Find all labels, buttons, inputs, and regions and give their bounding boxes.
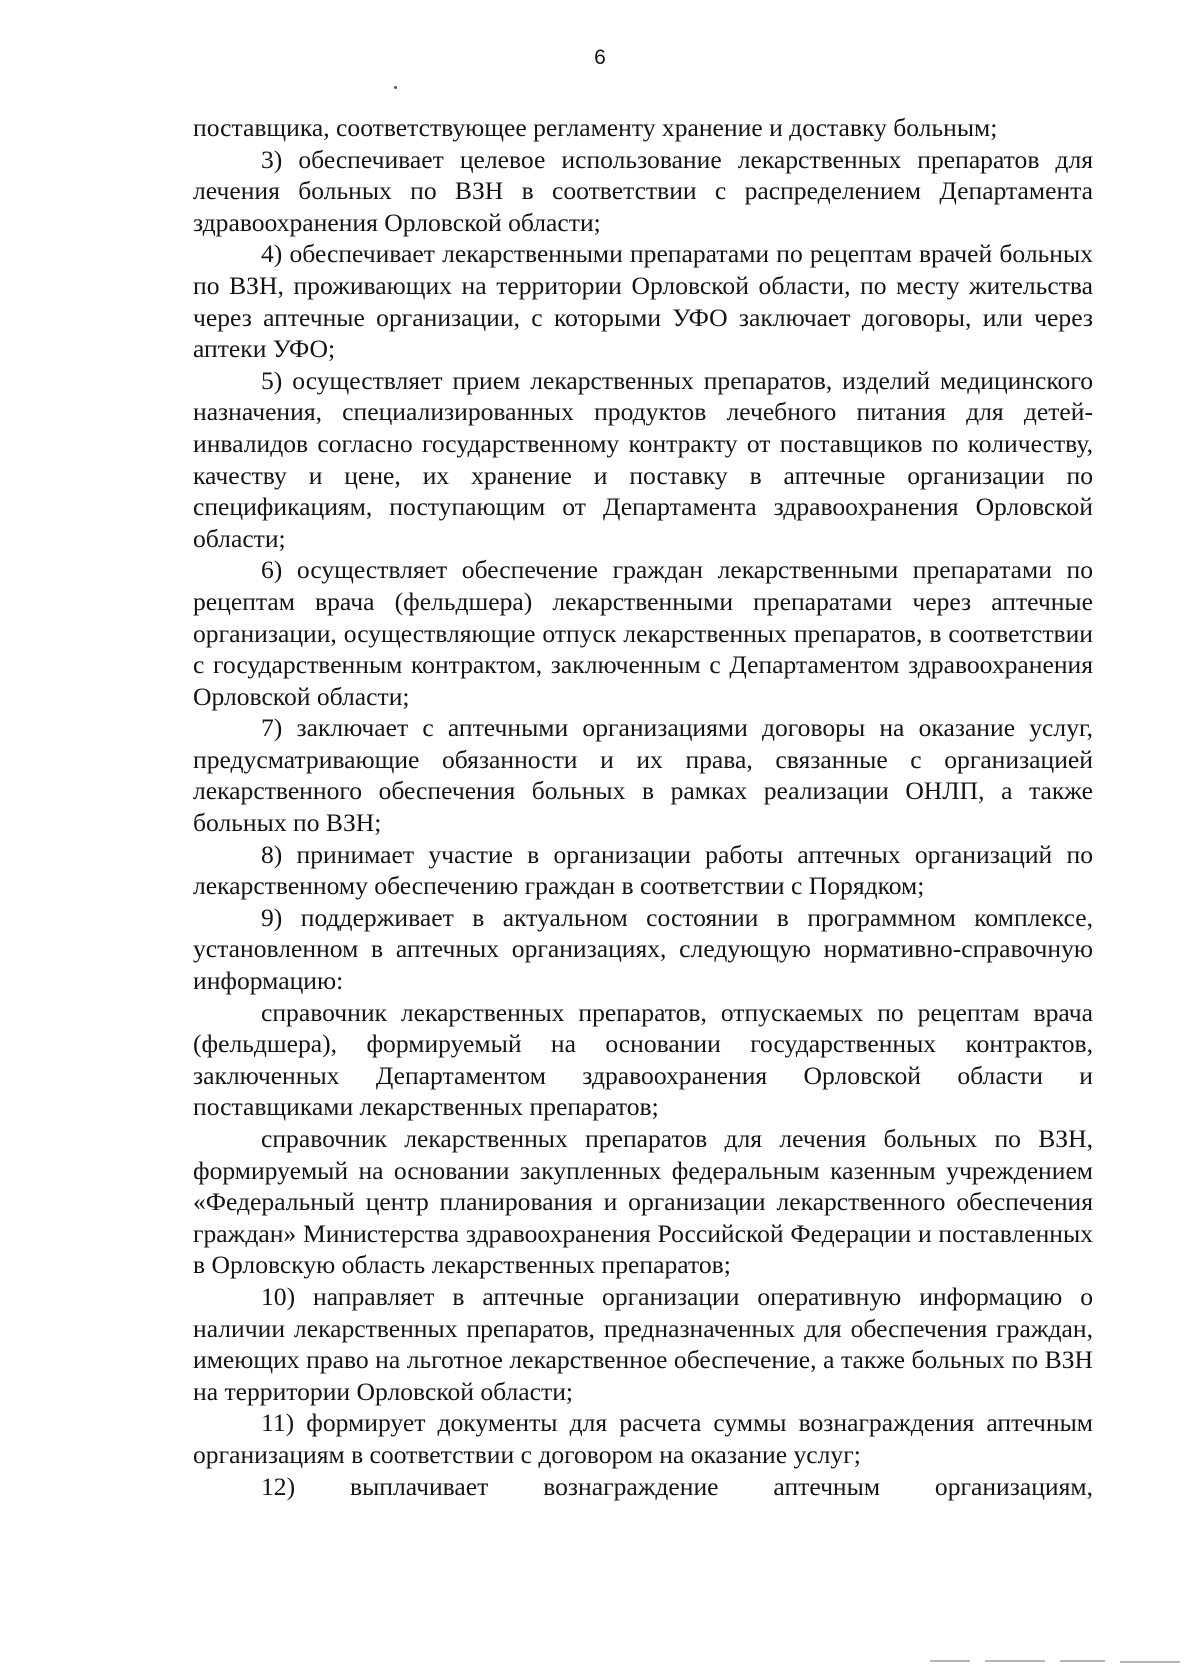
scan-artifact [930, 1660, 970, 1662]
scan-artifact [394, 86, 397, 89]
scan-artifact [985, 1660, 1045, 1662]
scan-artifact [1060, 1660, 1105, 1662]
document-body [193, 112, 1093, 1502]
scan-artifact [1120, 1661, 1180, 1663]
paragraph-item-9: 9) поддерживает в актуальном состоянии в программном комплексе, установленном в аптечных организациях, следующую нормативно-справочную информацию: [193, 902, 1093, 996]
paragraph-subitem-vzn-reference: справочник лекарственных препаратов для лечения больных по ВЗН, формируемый на основании закупленных федеральным казенным учреждением «Федеральный центр планирования и организации лекарственного обеспечения граждан» Министерства здравоохранения Российской Федерации и поставленных в Орловскую область лекарственных препаратов; [193, 1124, 1093, 1280]
paragraph-item-6: 6) осуществляет обеспечение граждан лекарственными препаратами по рецептам врача (фельдшера) лекарственными препаратами через аптечные организации, осуществляющие отпуск лекарственных препаратов, в соответствии с государственным контрактом, заключенным с Департаментом здравоохранения Орловской области; [193, 555, 1093, 711]
paragraph-item-8: 8) принимает участие в организации работы аптечных организаций по лекарственному обеспечению граждан в соответствии с Порядком; [193, 839, 1093, 901]
paragraph-subitem-drug-reference: справочник лекарственных препаратов, отпускаемых по рецептам врача (фельдшера), формируемый на основании государственных контрактов, заключенных Департаментом здравоохранения Орловской области и поставщиками лекарственных препаратов; [193, 997, 1093, 1122]
paragraph-item-4: 4) обеспечивает лекарственными препаратами по рецептам врачей больных по ВЗН, проживающих на территории Орловской области, по месту жительства через аптечные организации, с которыми УФО заключает договоры, или через аптеки УФО; [193, 239, 1093, 364]
paragraph-item-11: 11) формирует документы для расчета суммы вознаграждения аптечным организациям в соответствии с договором на оказание услуг; [193, 1408, 1093, 1469]
paragraph-item-12: 12) выплачивает вознаграждение аптечным организациям, [261, 1471, 1093, 1501]
paragraph-item-10: 10) направляет в аптечные организации оперативную информацию о наличии лекарственных препаратов, предназначенных для обеспечения граждан, имеющих право на льготное лекарственное обеспечение, а также больных по ВЗН на территории Орловской области; [193, 1281, 1093, 1406]
paragraph-item-7: 7) заключает с аптечными организациями договоры на оказание услуг, предусматривающие обязанности и их права, связанные с организацией лекарственного обеспечения больных в рамках реализации ОНЛП, а также больных по ВЗН; [193, 713, 1093, 838]
paragraph-item-5: 5) осуществляет прием лекарственных препаратов, изделий медицинского назначения, специализированных продуктов лечебного питания для детей-инвалидов согласно государственному контракту от поставщиков по количеству, качеству и цене, их хранение и поставку в аптечные организации по спецификациям, поступающим от Департамента здравоохранения Орловской области; [193, 365, 1093, 553]
page-number: 6 [594, 46, 606, 69]
paragraph-item-3: 3) обеспечивает целевое использование лекарственных препаратов для лечения больных по ВЗН в соответствии с распределением Департамента здравоохранения Орловской области; [193, 144, 1093, 237]
paragraph-continuation: поставщика, соответствующее регламенту хранение и доставку больным; [193, 113, 998, 142]
